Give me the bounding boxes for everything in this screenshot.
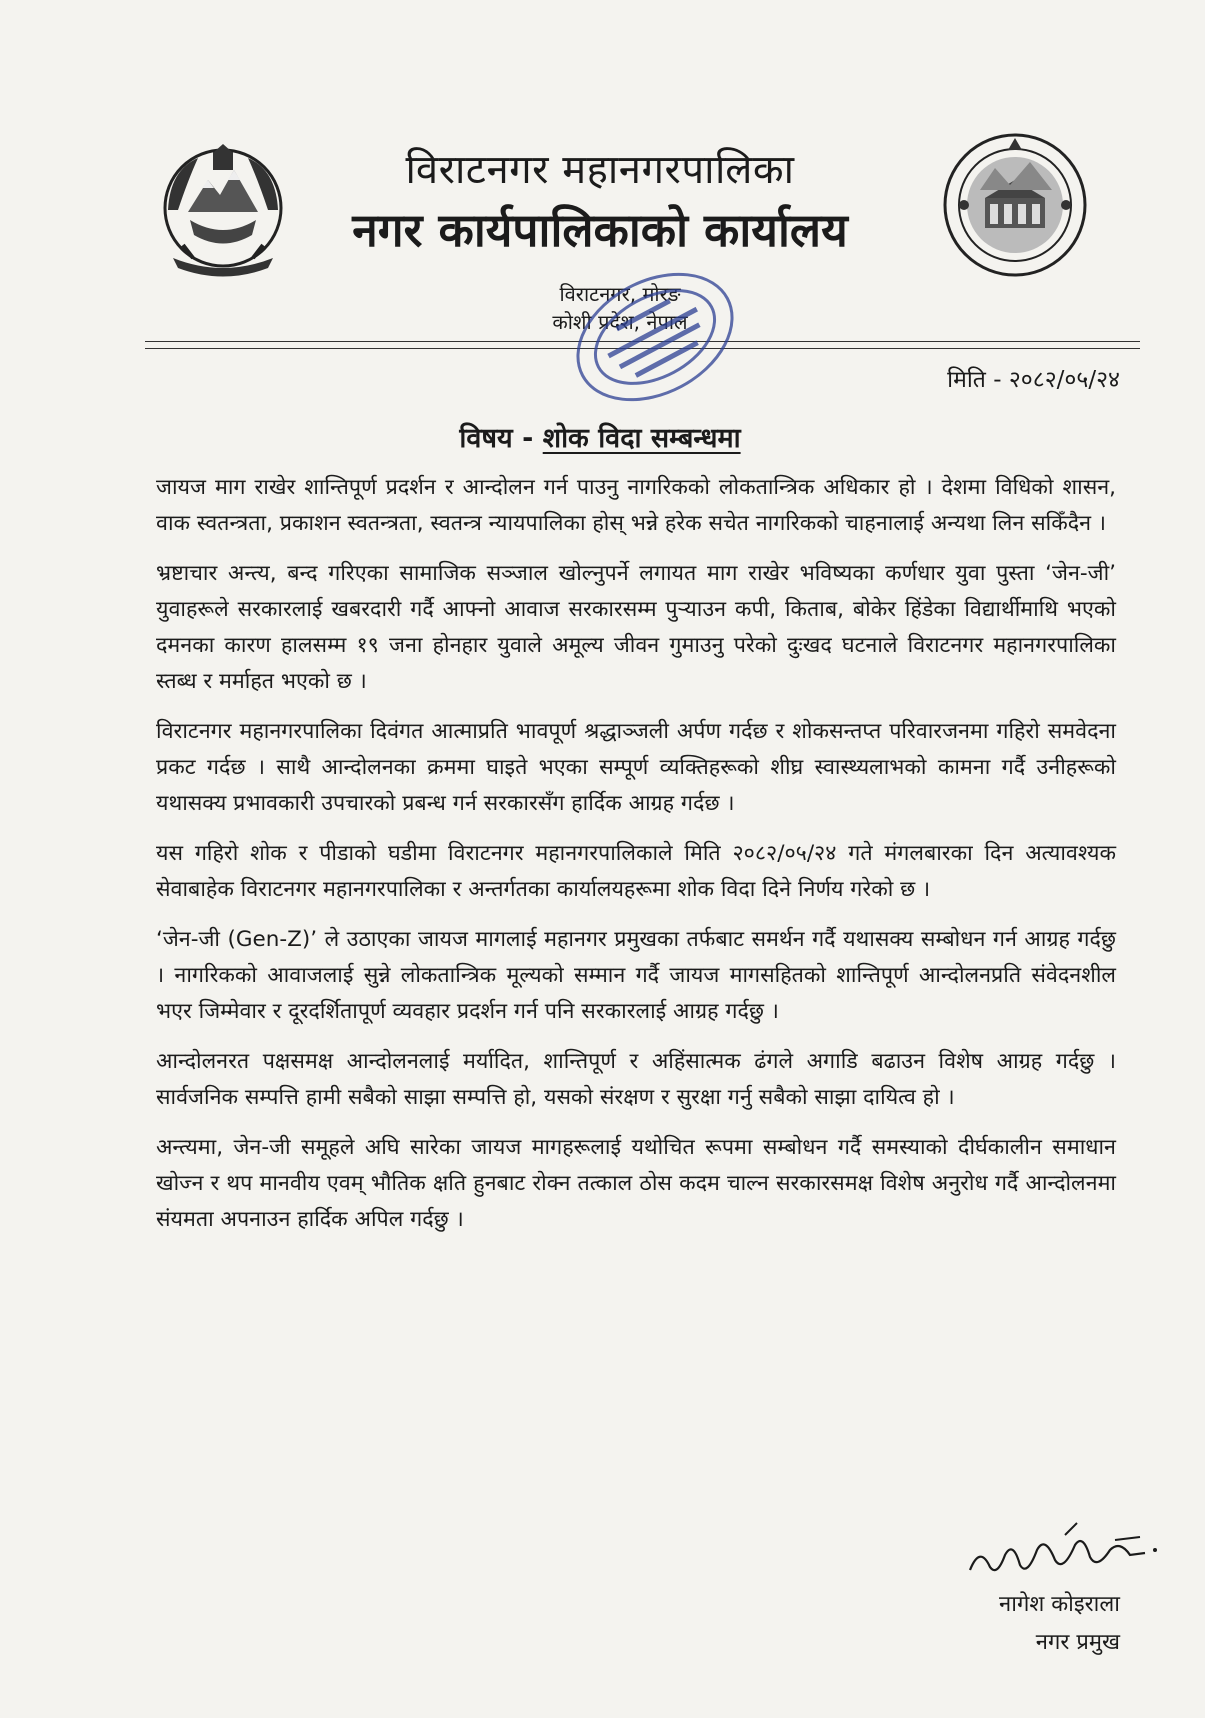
body-paragraph: भ्रष्टाचार अन्त्य, बन्द गरिएका सामाजिक सञ्जाल खोल्नुपर्ने लगायत माग राखेर भविष्यका कर्णधार युवा पुस्ता ‘जेन-जी’ युवाहरूले सरकारलाई खबरदारी गर्दै आफ्नो आवाज सरकारसम्म पुऱ्याउन कपी, किताब, बोकेर हिंडेका विद्यार्थीमाथि भएको दमनका कारण हालसम्म १९ जना होनहार युवाले अमूल्य जीवन गुमाउनु परेको दुःखद घटनाले विराटनगर महानगरपालिका स्तब्ध र मर्माहत भएको छ ।	[156, 561, 1116, 694]
letter-date	[860, 362, 1120, 394]
address-line-2: कोशी प्रदेश, नेपाल	[552, 310, 688, 334]
nepal-emblem-icon	[148, 140, 298, 285]
body-paragraph: यस गहिरो शोक र पीडाको घडीमा विराटनगर महानगरपालिकाले मिति २०८२/०५/२४ गते मंगलबारका दिन अत्यावश्यक सेवाबाहेक विराटनगर महानगरपालिका र अन्तर्गतका कार्यालयहरूमा शोक विदा दिने निर्णय गरेको छ ।	[156, 841, 1116, 902]
subject-label: विषय -	[459, 423, 534, 454]
organization-name: विराटनगर महानगरपालिका	[405, 147, 795, 193]
body-paragraph: जायज माग राखेर शान्तिपूर्ण प्रदर्शन र आन्दोलन गर्न पाउनु नागरिकको लोकतान्त्रिक अधिकार हो । देशमा विधिको शासन, वाक स्वतन्त्रता, प्रकाशन स्वतन्त्रता, स्वतन्त्र न्यायपालिका होस् भन्ने हरेक सचेत नागरिकको चाहनालाई अन्यथा लिन सकिँदैन ।	[156, 475, 1116, 536]
biratnagar-metropolitan-seal-icon	[940, 130, 1090, 280]
body-paragraph: ‘जेन-जी (Gen-Z)’ ले उठाएका जायज मागलाई महानगर प्रमुखका तर्फबाट समर्थन गर्दै यथासक्य सम्बोधन गर्न आग्रह गर्दछु । नागरिकको आवाजलाई सुन्ने लोकतान्त्रिक मूल्यको सम्मान गर्दै जायज मागसहितको शान्तिपूर्ण आन्दोलनप्रति संवेदनशील भएर जिम्मेवार र दूरदर्शितापूर्ण व्यवहार प्रदर्शन गर्न पनि सरकारलाई आग्रह गर्दछु ।	[156, 927, 1116, 1024]
date-value: २०८२/०५/२४	[1008, 367, 1120, 393]
signature-icon	[965, 1515, 1165, 1585]
signatory-name: नागेश कोइराला	[999, 1592, 1120, 1617]
office-stamp-icon	[565, 262, 745, 412]
signatory-title: नगर प्रमुख	[1035, 1630, 1120, 1655]
subject-text: शोक विदा सम्बन्धमा	[542, 423, 741, 454]
body-paragraph: विराटनगर महानगरपालिका दिवंगत आत्माप्रति भावपूर्ण श्रद्धाञ्जली अर्पण गर्दछ र शोकसन्तप्त परिवारजनमा गहिरो समवेदना प्रकट गर्दछ । साथै आन्दोलनका क्रममा घाइते भएका सम्पूर्ण व्यक्तिहरूको शीघ्र स्वास्थ्यलाभको कामना गर्दै उनीहरूको यथासक्य प्रभावकारी उपचारको प्रबन्ध गर्न सरकारसँग हार्दिक आग्रह गर्दछ ।	[156, 719, 1116, 816]
office-name: नगर कार्यपालिकाको कार्यालय	[352, 203, 848, 257]
address-line-1: विराटनगर, मोरङ	[559, 282, 681, 306]
body-paragraph: आन्दोलनरत पक्षसमक्ष आन्दोलनलाई मर्यादित, शान्तिपूर्ण र अहिंसात्मक ढंगले अगाडि बढाउन विशेष आग्रह गर्दछु । सार्वजनिक सम्पत्ति हामी सबैको साझा सम्पत्ति हो, यसको संरक्षण र सुरक्षा गर्नु सबैको साझा दायित्व हो ।	[156, 1049, 1116, 1110]
body-paragraph: अन्त्यमा, जेन-जी समूहले अघि सारेका जायज मागहरूलाई यथोचित रूपमा सम्बोधन गर्दै समस्याको दीर्घकालीन समाधान खोज्न र थप मानवीय एवम् भौतिक क्षति हुनबाट रोक्न तत्काल ठोस कदम चाल्न सरकारसमक्ष विशेष अनुरोध गर्दै आन्दोलनमा संयमता अपनाउन हार्दिक अपिल गर्दछु ।	[156, 1135, 1116, 1232]
date-label: मिति -	[947, 367, 1002, 393]
letter-body	[156, 470, 1116, 1252]
letter-subject	[300, 418, 900, 455]
